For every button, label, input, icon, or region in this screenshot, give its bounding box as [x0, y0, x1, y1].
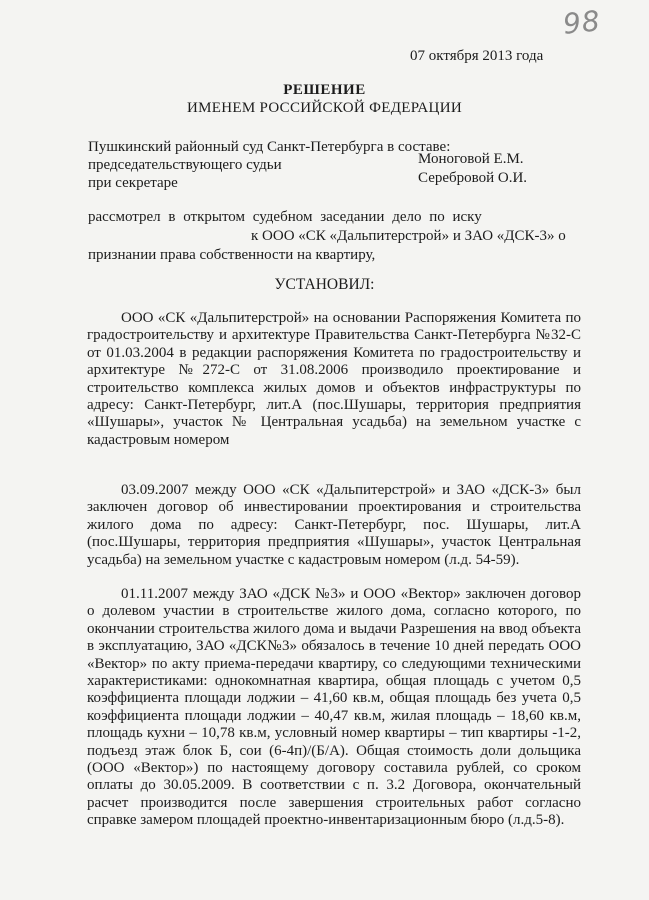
secretary-name: Серебровой О.И.	[418, 170, 528, 186]
document-subtitle: ИМЕНЕМ РОССИЙСКОЙ ФЕДЕРАЦИИ	[187, 100, 462, 116]
document-title: РЕШЕНИЕ	[283, 82, 366, 98]
paragraph-1: ООО «СК «Дальпитерстрой» на основании Распоряжения Комитета по градостроительству и архитектуре Правительства Санкт-Петербурга №32-С от 01.03.2004 в редакции распоряжения Комитета по градостроительству и архитектуре №272-С от 31.08.2006 производило проектирование и строительство комплекса жилых домов и объектов инфраструктуры по адресу: Санкт-Петербург, лит.А (пос.Шушары, территория предприятия «Шушары», участок № Центральная усадьба) на земельном участке с кадастровым номером	[87, 310, 581, 448]
court-name: Пушкинский районный суд Санкт-Петербурга в составе:	[88, 139, 451, 155]
paragraph-2: 03.09.2007 между ООО «СК «Дальпитерстрой» и ЗАО «ДСК-3» был заключен договор об инвестировании проектирования и строительства жилого дома по адресу: Санкт-Петербург, пос. Шушары, лит.А (пос.Шушары, территория предприятия «Шушары», участок Центральная усадьба) на земельном участке с кадастровым номером (л.д. 54-59).	[87, 482, 581, 568]
secretary-label: при секретаре	[88, 175, 178, 191]
paragraph-3: 01.11.2007 между ЗАО «ДСК №3» и ООО «Вектор» заключен договор о долевом участии в строительстве жилого дома, согласно которого, по окончании строительства жилого дома и выдачи Разрешения на ввод объекта в эксплуатацию, ЗАО «ДСК№3» обязалось в течение 10 дней передать ООО «Вектор» по акту приема-передачи квартиру, со следующими техническими характеристиками: однокомнатная квартира, общая площадь с учетом 0,5 коэффициента площади лоджии – 41,60 кв.м, общая площадь без учета 0,5 коэффициента площади лоджии – 40,47 кв.м, жилая площадь – 18,60 кв.м, площадь кухни – 10,78 кв.м, условный номер квартиры – тип квартиры -1-2, подъезд этаж блок Б, сои (6-4п)/(Б/А). Общая стоимость доли дольщика (ООО «Вектор») по настоящему договору составила рублей, со сроком оплаты до 30.05.2009. В соответствии с п. 3.2 Договора, окончательный расчет производится после завершения строительных работ согласно справке замером площадей проектно-инвентаризационным бюро (л.д.5-8).	[87, 586, 581, 829]
established-heading: УСТАНОВИЛ:	[274, 276, 375, 293]
presiding-label: председательствующего судьи	[88, 157, 282, 173]
case-line-2: к ООО «СК «Дальпитерстрой» и ЗАО «ДСК-3» о	[251, 228, 566, 244]
presiding-name: Моноговой Е.М.	[418, 151, 524, 167]
handwritten-page-number: 98	[561, 4, 603, 41]
case-line-1: рассмотрел в открытом судебном заседании дело по иску	[88, 209, 482, 225]
document-date: 07 октября 2013 года	[410, 48, 544, 64]
case-line-3: признании права собственности на квартиру,	[88, 247, 376, 263]
